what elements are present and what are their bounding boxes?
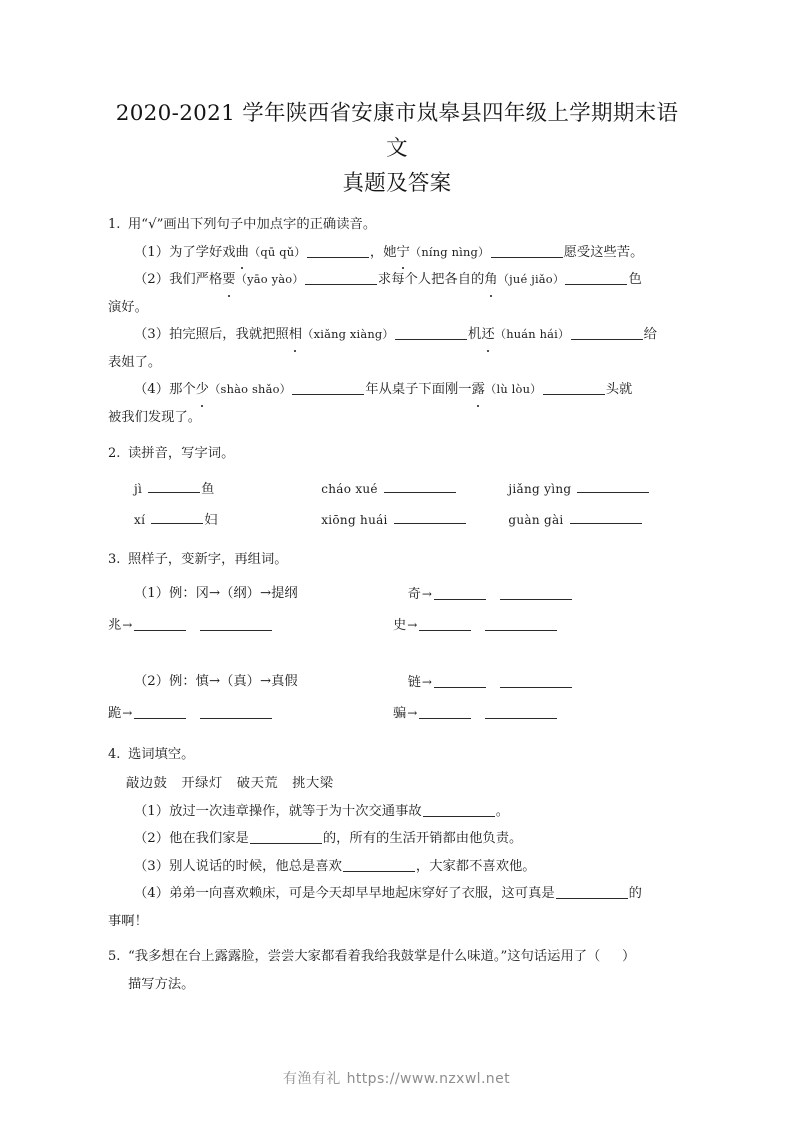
question-3-group-2 xyxy=(108,667,686,729)
question-1-item-4 xyxy=(108,376,686,404)
item-text-before: 弟弟一向喜欢赖床，可是今天却早早地起床穿好了衣服，这可真是 xyxy=(169,886,555,901)
arrow-icon: → xyxy=(421,675,432,689)
pinyin-text: jì xyxy=(134,481,143,496)
item-text-after: 的，所有的生活开销都由他负责。 xyxy=(322,831,523,846)
title-line-2: 真题及答案 xyxy=(342,171,452,196)
answer-blank[interactable] xyxy=(485,630,557,631)
item-3-seg1: 拍完照后，我就把照 xyxy=(169,327,289,342)
item-2-pinyin-1: （yāo yào） xyxy=(235,272,304,286)
question-1-item-2 xyxy=(108,266,686,294)
item-2-seg3: 色 xyxy=(628,272,642,287)
item-3-pinyin-2: （huán hái） xyxy=(494,327,570,341)
pinyin-cell xyxy=(508,505,686,536)
item-1-seg2: ，她 xyxy=(369,244,397,260)
word-build-cell xyxy=(108,698,393,729)
item-label: （1） xyxy=(134,803,170,819)
pinyin-cell xyxy=(134,505,321,536)
answer-blank[interactable] xyxy=(250,843,322,844)
question-5 xyxy=(108,943,686,998)
item-1-label: （1） xyxy=(134,244,170,260)
answer-blank[interactable] xyxy=(423,816,495,817)
pinyin-suffix: 妇 xyxy=(204,512,218,528)
pinyin-cell xyxy=(508,474,686,505)
question-5-wrap: 描写方法。 xyxy=(128,976,195,992)
base-char: 兆 xyxy=(108,618,122,633)
item-3-dotted-char-1: 相 xyxy=(289,321,302,349)
question-1-item-2-wrap: 演好。 xyxy=(108,299,148,315)
item-3-seg2: 机 xyxy=(468,327,482,342)
answer-blank[interactable] xyxy=(395,339,467,340)
question-2-heading xyxy=(108,440,686,468)
question-4-item-4 xyxy=(108,880,686,908)
item-4-label: （4） xyxy=(134,382,170,397)
section-spacer xyxy=(108,641,686,665)
answer-blank[interactable] xyxy=(134,630,186,631)
word-bank-item: 敲边鼓 xyxy=(126,775,168,791)
question-1-item-4-wrap: 被我们发现了。 xyxy=(108,409,202,425)
base-char: 史 xyxy=(393,618,407,633)
question-4 xyxy=(108,741,686,935)
question-3-prompt: 照样子，变新字，再组词。 xyxy=(128,551,288,567)
answer-blank[interactable] xyxy=(565,284,627,285)
question-3-number: 3. xyxy=(108,551,121,567)
question-2-prompt: 读拼音，写字词。 xyxy=(128,446,235,461)
item-text-before: 放过一次违章操作，就等于为十次交通事故 xyxy=(169,803,422,819)
answer-blank[interactable] xyxy=(485,718,557,719)
answer-blank[interactable] xyxy=(434,687,486,688)
question-1-item-1 xyxy=(108,239,686,267)
item-2-seg1: 我们严格 xyxy=(169,272,223,287)
answer-blank[interactable] xyxy=(394,523,466,524)
answer-blank[interactable] xyxy=(292,394,364,395)
item-text-after: 。 xyxy=(495,803,509,819)
title-line-1: 2020-2021 学年陕西省安康市岚皋县四年级上学期期末语文 xyxy=(115,101,679,161)
pinyin-text: jiǎng yìng xyxy=(508,481,572,496)
answer-blank[interactable] xyxy=(307,257,369,258)
word-build-cell xyxy=(408,667,686,698)
question-5-prompt-part2: ） xyxy=(622,949,636,964)
footer-watermark xyxy=(0,1068,793,1088)
word-bank-item: 破天荒 xyxy=(236,775,279,791)
question-4-item-1 xyxy=(108,798,686,826)
item-3-pinyin-1: （xiǎng xiàng） xyxy=(302,327,395,341)
question-4-heading xyxy=(108,741,686,769)
word-bank-item: 开绿灯 xyxy=(181,775,223,791)
pinyin-cell xyxy=(321,474,508,505)
item-1-pinyin-2: （níng nìng） xyxy=(409,244,490,259)
item-4-dotted-char-2: 露 xyxy=(472,376,485,404)
pinyin-row xyxy=(134,474,686,505)
answer-blank[interactable] xyxy=(491,257,563,258)
question-1-prompt: 用“√”画出下列句子中加点字的正确读音。 xyxy=(128,217,377,232)
question-4-number: 4. xyxy=(108,747,121,762)
answer-blank[interactable] xyxy=(134,718,186,719)
answer-blank[interactable] xyxy=(570,523,642,524)
word-build-row xyxy=(108,698,686,729)
answer-blank[interactable] xyxy=(384,492,456,493)
choice-blank[interactable] xyxy=(600,949,622,964)
answer-blank[interactable] xyxy=(305,284,377,285)
pinyin-text: cháo xué xyxy=(321,481,378,496)
word-build-cell xyxy=(408,579,686,610)
item-label: （4） xyxy=(134,886,170,901)
word-build-row xyxy=(108,579,686,610)
item-text-before: 别人说话的时候，他总是喜欢 xyxy=(169,858,342,874)
question-1-item-3 xyxy=(108,321,686,349)
item-2-seg2: 求每个人把各自的 xyxy=(377,272,485,287)
item-3-seg3: 给 xyxy=(643,327,657,342)
word-bank-item: 挑大梁 xyxy=(292,775,334,791)
pinyin-text: guàn gài xyxy=(508,512,564,527)
pinyin-cell xyxy=(321,505,508,536)
question-4-item-4-wrap: 事啊！ xyxy=(108,913,148,929)
base-char: 跪 xyxy=(108,706,122,721)
question-2-grid xyxy=(108,474,686,536)
item-text-after: 的 xyxy=(628,886,642,901)
word-build-cell xyxy=(393,698,683,729)
answer-blank[interactable] xyxy=(200,630,272,631)
item-3-dotted-char-2: 还 xyxy=(481,321,494,349)
question-2-number: 2. xyxy=(108,446,121,461)
item-label: （2） xyxy=(134,831,170,846)
item-1-dotted-char-1: 曲 xyxy=(236,239,249,267)
question-2 xyxy=(108,440,686,536)
base-char: 链 xyxy=(407,675,421,690)
answer-blank[interactable] xyxy=(556,898,628,899)
arrow-icon: → xyxy=(407,706,418,720)
question-3-group-1 xyxy=(108,579,686,641)
item-2-dotted-char-2: 角 xyxy=(484,266,497,294)
pinyin-text: xí xyxy=(134,512,146,527)
word-build-cell xyxy=(393,610,683,641)
pinyin-row xyxy=(134,505,686,536)
word-build-row xyxy=(108,610,686,641)
item-4-dotted-char-1: 少 xyxy=(196,376,209,404)
example-text: （1）例：冈→（纲）→提纲 xyxy=(134,586,298,601)
item-2-pinyin-2: （jué jiǎo） xyxy=(497,272,565,286)
base-char: 骗 xyxy=(393,706,407,721)
example-text: （2）例：慎→（真）→真假 xyxy=(134,674,298,689)
footer-url: https://www.nzxwl.net xyxy=(346,1071,510,1087)
item-text-before: 他在我们家是 xyxy=(169,831,249,846)
item-1-seg3: 愿受这些苦。 xyxy=(563,244,644,260)
item-1-dotted-char-2: 宁 xyxy=(397,239,410,267)
item-1-seg1: 为了学好戏 xyxy=(169,244,236,260)
question-5-prompt xyxy=(128,943,635,971)
item-4-seg1: 那个 xyxy=(169,382,196,397)
answer-blank[interactable] xyxy=(200,718,272,719)
arrow-icon: → xyxy=(407,618,418,632)
answer-blank[interactable] xyxy=(571,339,643,340)
answer-blank[interactable] xyxy=(148,492,200,493)
item-label: （3） xyxy=(134,858,170,874)
arrow-icon: → xyxy=(122,618,133,632)
question-5-heading xyxy=(108,943,686,971)
page-title xyxy=(108,96,686,201)
answer-blank[interactable] xyxy=(151,523,203,524)
answer-blank[interactable] xyxy=(500,687,572,688)
item-1-pinyin-1: （qū qǔ） xyxy=(248,244,306,259)
question-4-item-2 xyxy=(108,825,686,853)
answer-blank[interactable] xyxy=(419,630,471,631)
item-2-label: （2） xyxy=(134,272,170,287)
arrow-icon: → xyxy=(421,587,432,601)
answer-blank[interactable] xyxy=(543,394,605,395)
item-4-pinyin-1: （shào shǎo） xyxy=(208,382,292,396)
item-2-dotted-char-1: 要 xyxy=(222,266,235,294)
item-4-pinyin-2: （lù lòu） xyxy=(484,382,542,396)
word-build-cell xyxy=(108,610,393,641)
item-4-seg2: 年从桌子下面刚一 xyxy=(365,382,472,397)
answer-blank[interactable] xyxy=(577,492,649,493)
question-5-number: 5. xyxy=(108,949,121,964)
answer-blank[interactable] xyxy=(500,599,572,600)
answer-blank[interactable] xyxy=(419,718,471,719)
question-3 xyxy=(108,546,686,730)
footer-brand: 有渔有礼 xyxy=(283,1071,341,1087)
item-3-label: （3） xyxy=(134,327,170,342)
pinyin-text: xiōng huái xyxy=(321,512,388,527)
arrow-icon: → xyxy=(122,706,133,720)
question-1-heading xyxy=(108,211,686,239)
question-3-heading xyxy=(108,546,686,574)
question-1 xyxy=(108,211,686,431)
pinyin-suffix: 鱼 xyxy=(201,481,215,497)
question-1-number: 1. xyxy=(108,217,121,232)
question-5-prompt-part1: “我多想在台上露露脸，尝尝大家都看着我给我鼓掌是什么味道。”这句话运用了（ xyxy=(128,949,601,964)
answer-blank[interactable] xyxy=(434,599,486,600)
question-4-prompt: 选词填空。 xyxy=(128,747,195,762)
answer-blank[interactable] xyxy=(343,871,415,872)
base-char: 奇 xyxy=(407,587,421,602)
word-build-row xyxy=(108,667,686,698)
question-4-item-3 xyxy=(108,853,686,881)
item-4-seg3: 头就 xyxy=(605,382,633,397)
word-bank xyxy=(108,769,686,798)
question-1-item-3-wrap: 表姐了。 xyxy=(108,354,162,370)
document-content xyxy=(108,96,686,998)
item-text-after: ，大家都不喜欢他。 xyxy=(415,858,536,874)
pinyin-cell xyxy=(134,474,321,505)
